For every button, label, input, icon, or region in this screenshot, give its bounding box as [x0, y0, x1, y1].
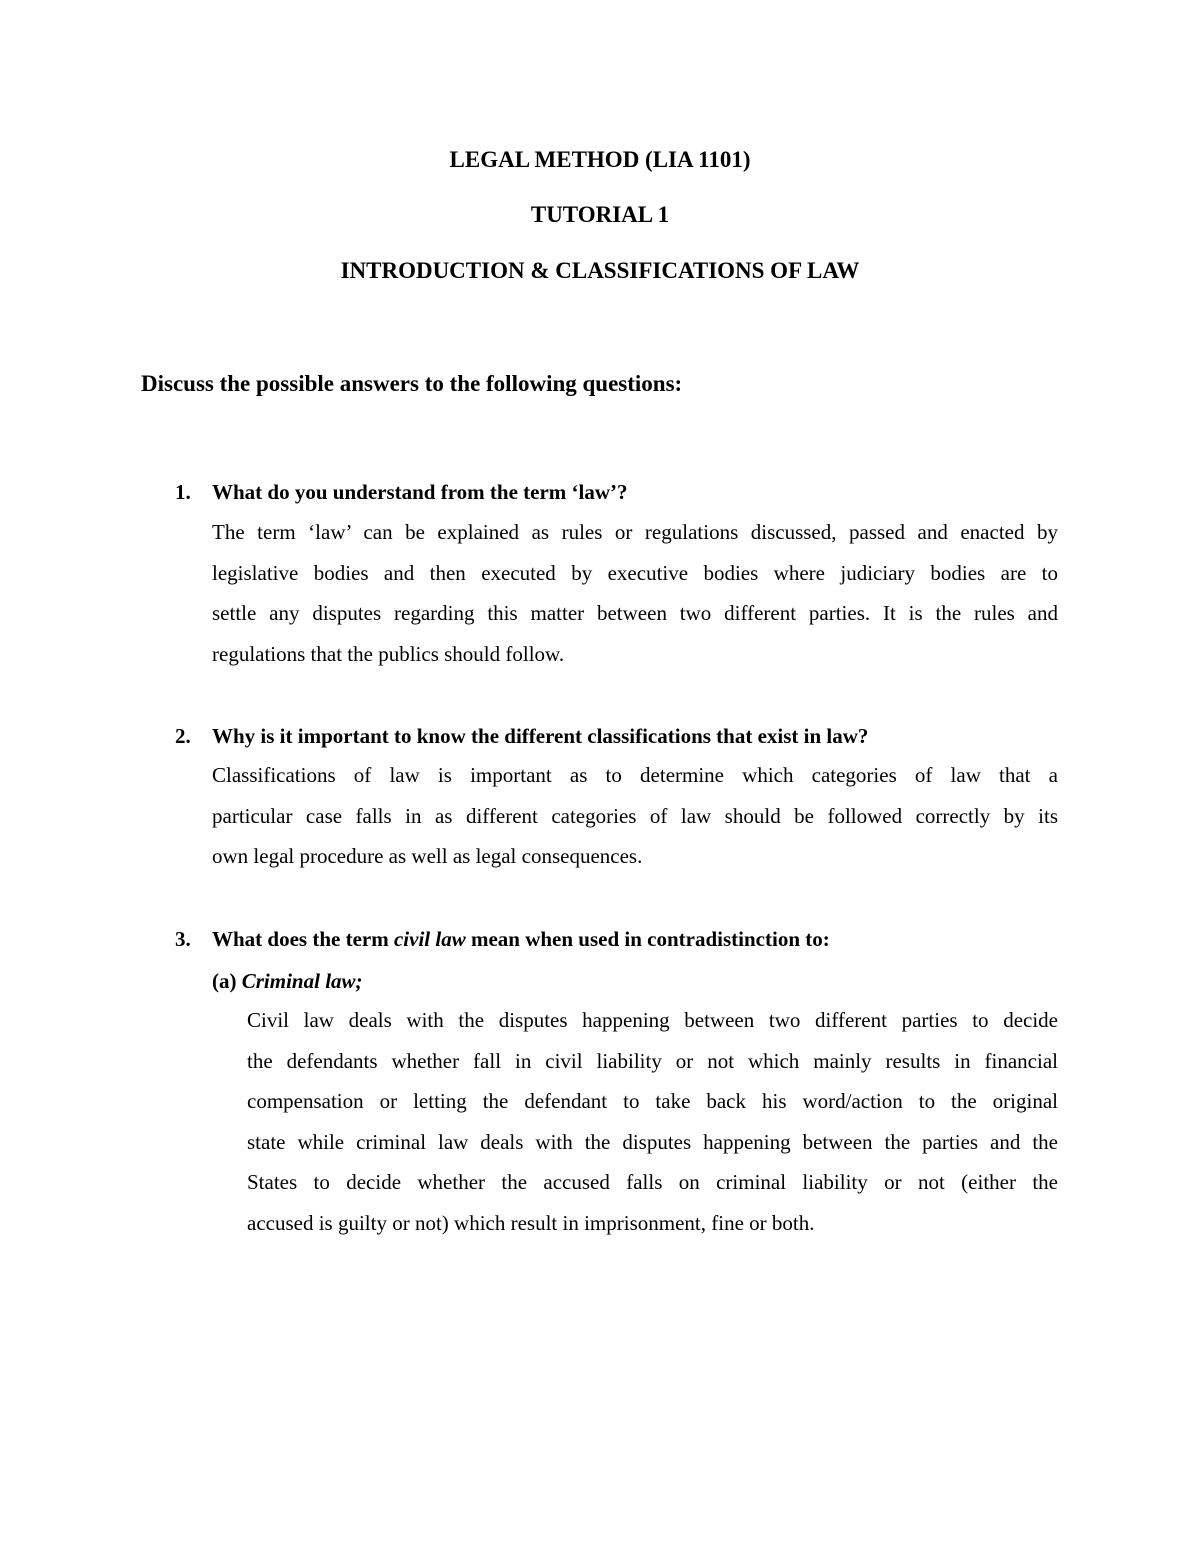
question-1-number: 1.	[175, 480, 191, 504]
question-1-answer	[212, 512, 1058, 674]
question-3-title	[212, 925, 830, 953]
answer-line: accused is guilty or not) which result in imprisonment, fine or both.	[247, 1210, 815, 1235]
answer-line: settle any disputes regarding this matter between two different parties. It is the rules and	[212, 601, 1058, 625]
answer-line: regulations that the publics should follow.	[212, 641, 565, 666]
question-3a-label: (a)	[212, 969, 237, 993]
answer-line: compensation or letting the defendant to take back his word/action to the original	[247, 1089, 1058, 1113]
topic-title: INTRODUCTION & CLASSIFICATIONS OF LAW	[340, 258, 860, 283]
answer-line: legislative bodies and then executed by executive bodies where judiciary bodies are to	[212, 560, 1058, 585]
answer-line: state while criminal law deals with the disputes happening between the parties and the	[247, 1129, 1058, 1154]
question-3-number: 3.	[175, 927, 191, 951]
course-title: LEGAL METHOD (LIA 1101)	[449, 147, 751, 172]
question-3-title-after: mean when used in contradistinction to:	[465, 927, 830, 951]
answer-line: Civil law deals with the disputes happening between two different parties to decide	[247, 1008, 1058, 1032]
answer-line: own legal procedure as well as legal consequences.	[212, 844, 643, 868]
question-3a-answer	[247, 1000, 1058, 1243]
question-2-answer	[212, 755, 1058, 877]
answer-line: particular case falls in as different categories of law should be followed correctly by its	[212, 803, 1058, 828]
instruction-text: Discuss the possible answers to the following questions:	[141, 371, 683, 396]
answer-line: the defendants whether fall in civil liability or not which mainly results in financial	[247, 1048, 1058, 1073]
question-3a-heading	[212, 967, 363, 995]
question-2-number: 2.	[175, 724, 191, 748]
question-3-title-emphasis: civil law	[393, 927, 466, 951]
question-2-title: Why is it important to know the different classifications that exist in law?	[212, 724, 869, 748]
answer-line: The term ‘law’ can be explained as rules or regulations discussed, passed and enacted by	[212, 520, 1058, 544]
question-3a-title: Criminal law;	[241, 969, 363, 993]
question-3-title-before: What does the term	[212, 927, 394, 951]
question-1-title: What do you understand from the term ‘law’?	[212, 480, 628, 504]
answer-line: States to decide whether the accused falls on criminal liability or not (either the	[247, 1170, 1058, 1194]
tutorial-title: TUTORIAL 1	[530, 202, 670, 227]
answer-line: Classifications of law is important as to determine which categories of law that a	[212, 763, 1058, 787]
